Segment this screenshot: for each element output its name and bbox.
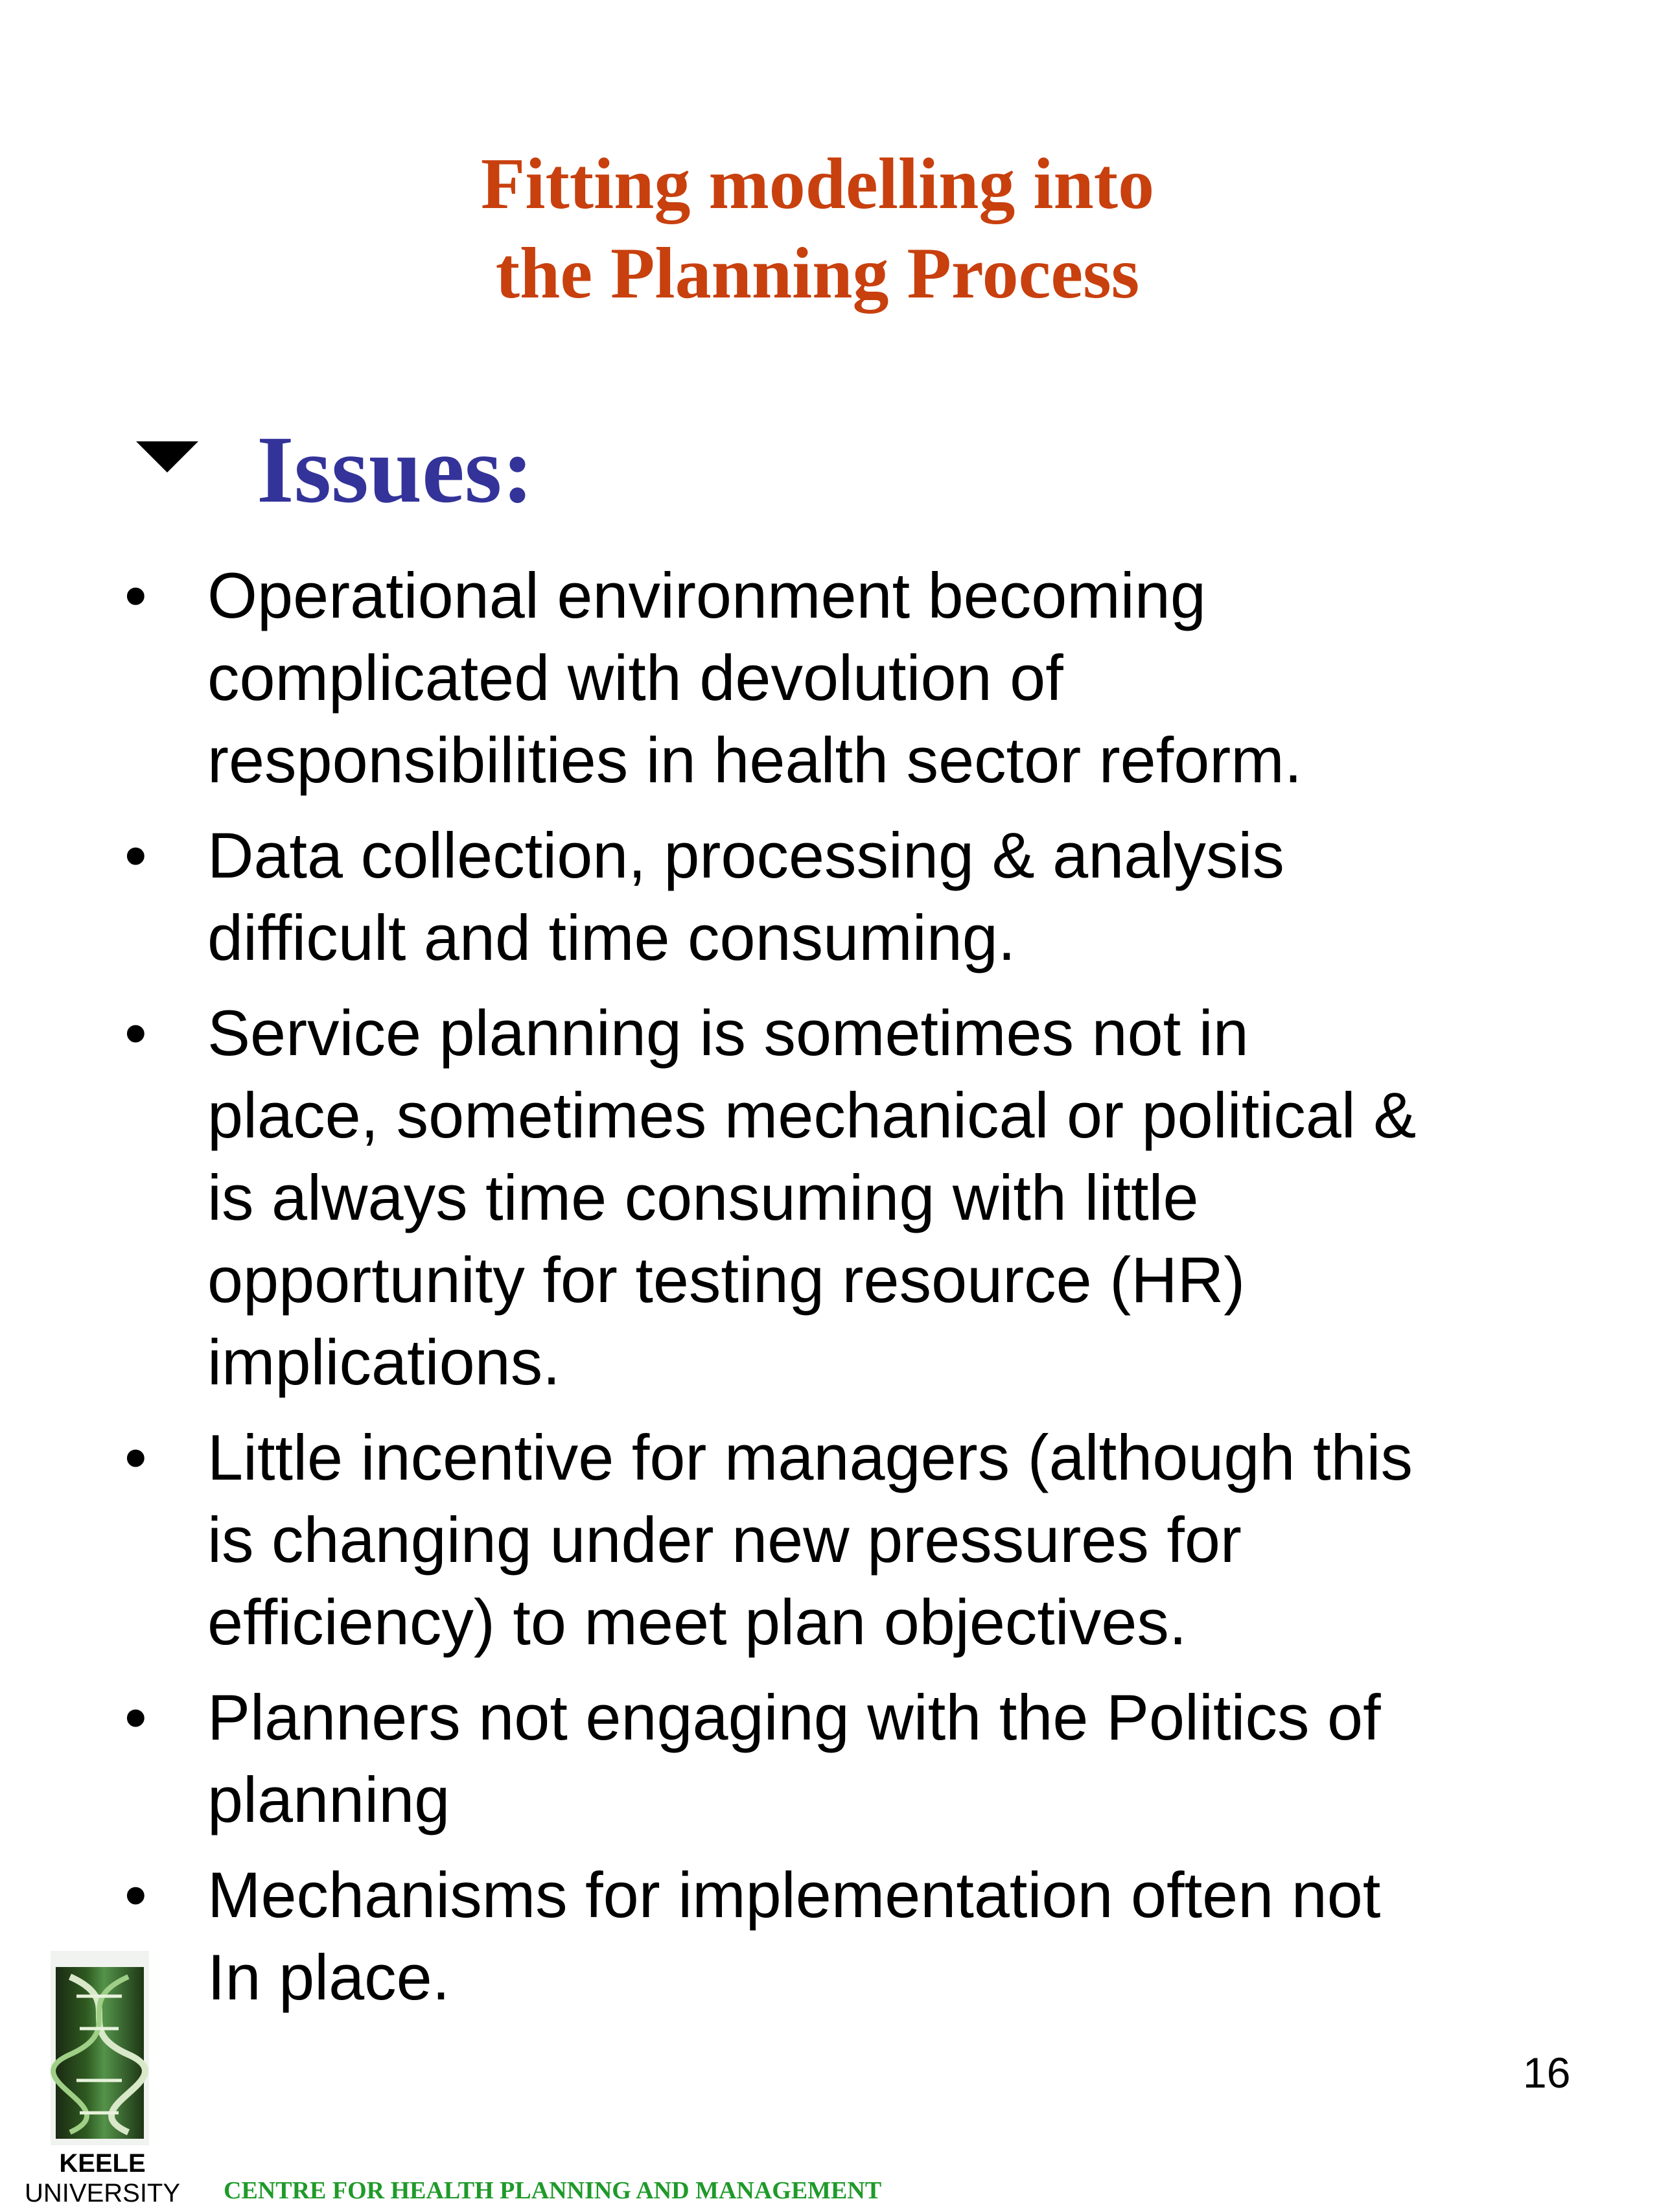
university-line-2: UNIVERSITY — [25, 2179, 181, 2207]
bullet-dot-icon: • — [124, 997, 147, 1069]
bullet-text: Planners not engaging with the Politics of planning — [207, 1681, 1381, 1835]
bullet-dot-icon: • — [124, 819, 147, 891]
bullet-item — [117, 554, 1529, 801]
university-name — [25, 2148, 180, 2208]
keele-dna-logo-icon — [51, 1951, 149, 2145]
bullet-list — [117, 554, 1529, 2031]
slide-title — [0, 139, 1635, 318]
page-number: 16 — [1523, 2049, 1571, 2097]
bullet-item — [117, 1416, 1529, 1663]
bullet-item — [117, 814, 1529, 979]
bullet-item — [117, 1854, 1529, 2018]
section-header — [136, 415, 534, 525]
bullet-item — [117, 1676, 1529, 1841]
centre-name: CENTRE FOR HEALTH PLANNING AND MANAGEMENT — [224, 2177, 882, 2204]
bullet-text: Mechanisms for implementation often not In place. — [207, 1859, 1381, 2013]
bullet-text: Operational environment becoming complicated with devolution of responsibilities in health sector reform. — [207, 559, 1303, 796]
bullet-dot-icon: • — [124, 1681, 147, 1753]
university-line-1: KEELE — [59, 2149, 146, 2178]
slide-title-line-2: the Planning Process — [495, 233, 1140, 314]
section-heading: Issues: — [257, 417, 534, 523]
bullet-text: Service planning is sometimes not in place, sometimes mechanical or political & is always time consuming with little opportunity for testing resource (HR) implications. — [207, 997, 1417, 1398]
slide-title-line-1: Fitting modelling into — [480, 144, 1155, 224]
bullet-dot-icon: • — [124, 559, 147, 631]
bullet-dot-icon: • — [124, 1859, 147, 1931]
bullet-text: Little incentive for managers (although this is changing under new pressures for efficiency) to meet plan objectives. — [207, 1421, 1413, 1658]
bullet-dot-icon: • — [124, 1421, 147, 1493]
bullet-text: Data collection, processing & analysis difficult and time consuming. — [207, 819, 1284, 973]
bullet-item — [117, 992, 1529, 1403]
triangle-bullet-icon — [136, 441, 198, 472]
